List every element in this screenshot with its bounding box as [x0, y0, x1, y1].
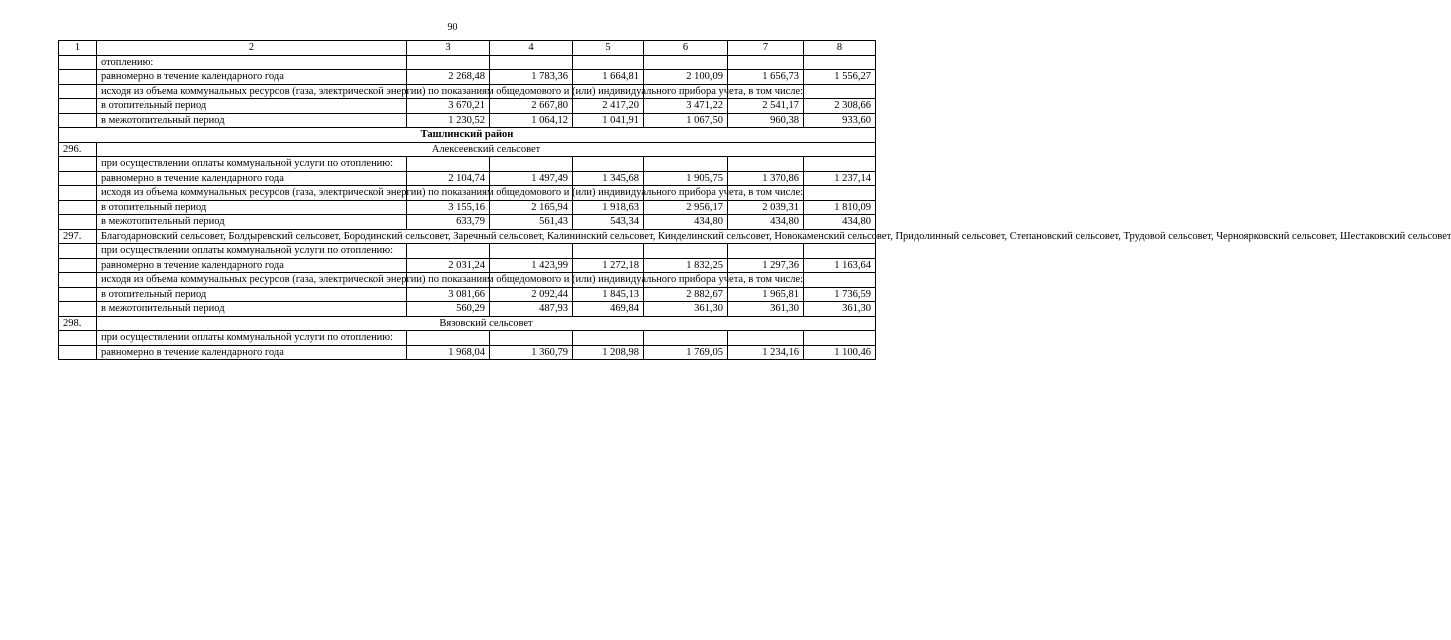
value-cell: 1 297,36 [728, 258, 804, 273]
value-cell: 434,80 [804, 215, 876, 230]
index-cell [59, 258, 97, 273]
index-cell [59, 99, 97, 114]
value-cell [644, 331, 728, 346]
value-cell [644, 55, 728, 70]
value-cell: 2 100,09 [644, 70, 728, 85]
value-cell: 543,34 [573, 215, 644, 230]
value-cell [804, 186, 876, 201]
value-cell [490, 331, 573, 346]
value-cell: 2 039,31 [728, 200, 804, 215]
description-cell: в межотопительный период [97, 302, 407, 317]
settlement-row [59, 316, 876, 331]
value-cell: 1 556,27 [804, 70, 876, 85]
value-cell [804, 84, 876, 99]
value-cell [728, 55, 804, 70]
description-cell: в отопительный период [97, 99, 407, 114]
description-cell: при осуществлении оплаты коммунальной услуги по отоплению: [97, 331, 407, 346]
value-cell: 1 360,79 [490, 345, 573, 360]
value-cell: 1 965,81 [728, 287, 804, 302]
value-cell: 1 064,12 [490, 113, 573, 128]
value-cell: 1 810,09 [804, 200, 876, 215]
value-cell: 1 067,50 [644, 113, 728, 128]
value-cell: 2 541,17 [728, 99, 804, 114]
value-cell: 1 918,63 [573, 200, 644, 215]
value-cell [407, 55, 490, 70]
column-number: 1 [59, 41, 97, 56]
value-cell: 1 905,75 [644, 171, 728, 186]
index-cell [59, 215, 97, 230]
value-cell: 2 165,94 [490, 200, 573, 215]
table-row [59, 186, 876, 201]
value-cell [804, 157, 876, 172]
value-cell: 487,93 [490, 302, 573, 317]
description-cell: равномерно в течение календарного года [97, 258, 407, 273]
value-cell: 361,30 [728, 302, 804, 317]
value-cell: 434,80 [644, 215, 728, 230]
value-cell [490, 157, 573, 172]
column-number-row [59, 41, 876, 56]
index-cell [59, 113, 97, 128]
index-cell [59, 70, 97, 85]
value-cell [573, 157, 644, 172]
value-cell: 469,84 [573, 302, 644, 317]
index-cell [59, 287, 97, 302]
value-cell [490, 55, 573, 70]
value-cell [804, 273, 876, 288]
value-cell: 2 882,67 [644, 287, 728, 302]
value-cell: 1 272,18 [573, 258, 644, 273]
value-cell [804, 244, 876, 259]
description-cell: при осуществлении оплаты коммунальной услуги по отоплению: [97, 157, 407, 172]
description-cell: в отопительный период [97, 200, 407, 215]
value-cell: 361,30 [644, 302, 728, 317]
value-cell [490, 244, 573, 259]
settlement-index: 298. [59, 316, 97, 331]
index-cell [59, 55, 97, 70]
value-cell [728, 331, 804, 346]
value-cell: 1 968,04 [407, 345, 490, 360]
value-cell: 1 736,59 [804, 287, 876, 302]
description-cell: при осуществлении оплаты коммунальной услуги по отоплению: [97, 244, 407, 259]
description-cell: равномерно в течение календарного года [97, 171, 407, 186]
table-row [59, 345, 876, 360]
index-cell [59, 345, 97, 360]
table-row [59, 302, 876, 317]
index-cell [59, 244, 97, 259]
table-row [59, 273, 876, 288]
value-cell: 1 664,81 [573, 70, 644, 85]
column-number: 8 [804, 41, 876, 56]
description-cell: равномерно в течение календарного года [97, 70, 407, 85]
value-cell [407, 157, 490, 172]
value-cell: 3 670,21 [407, 99, 490, 114]
value-cell [407, 331, 490, 346]
value-cell [644, 157, 728, 172]
value-cell: 1 100,46 [804, 345, 876, 360]
value-cell: 1 783,36 [490, 70, 573, 85]
column-number: 4 [490, 41, 573, 56]
value-cell: 1 423,99 [490, 258, 573, 273]
value-cell [573, 244, 644, 259]
tariff-table-body [59, 41, 1451, 360]
value-cell: 2 308,66 [804, 99, 876, 114]
value-cell [728, 244, 804, 259]
index-cell [59, 157, 97, 172]
description-cell: исходя из объема коммунальных ресурсов (газа, электрической энергии) по показаниям общедомового и (или) индивидуального прибора учета, в том числе: [97, 84, 407, 99]
index-cell [59, 331, 97, 346]
settlement-name: Вязовский сельсовет [97, 316, 876, 331]
index-cell [59, 273, 97, 288]
description-cell: отоплению: [97, 55, 407, 70]
index-cell [59, 186, 97, 201]
table-row [59, 258, 876, 273]
table-row [59, 99, 876, 114]
settlement-index: 297. [59, 229, 97, 244]
index-cell [59, 200, 97, 215]
settlement-name: Благодарновский сельсовет, Болдыревский сельсовет, Бородинский сельсовет, Заречный сельсовет, Калининский сельсовет, Кинделинский сельсовет, Новокаменский сельсовет, Придолинный сельсовет, Степановский сельсовет, Трудовой сельсовет, Черноярковский сельсовет, Шестаковский сельсовет [97, 229, 876, 244]
value-cell: 1 845,13 [573, 287, 644, 302]
value-cell: 633,79 [407, 215, 490, 230]
value-cell: 1 237,14 [804, 171, 876, 186]
table-row [59, 70, 876, 85]
value-cell [728, 157, 804, 172]
value-cell: 1 163,64 [804, 258, 876, 273]
table-row [59, 55, 876, 70]
description-cell: в межотопительный период [97, 215, 407, 230]
column-number: 7 [728, 41, 804, 56]
value-cell: 3 155,16 [407, 200, 490, 215]
value-cell: 2 956,17 [644, 200, 728, 215]
value-cell: 361,30 [804, 302, 876, 317]
value-cell: 933,60 [804, 113, 876, 128]
value-cell: 2 092,44 [490, 287, 573, 302]
value-cell [407, 244, 490, 259]
table-row [59, 215, 876, 230]
value-cell: 1 656,73 [728, 70, 804, 85]
value-cell: 2 268,48 [407, 70, 490, 85]
page-number: 90 [447, 22, 458, 33]
value-cell [573, 331, 644, 346]
index-cell [59, 302, 97, 317]
value-cell: 2 031,24 [407, 258, 490, 273]
value-cell: 1 497,49 [490, 171, 573, 186]
value-cell [804, 55, 876, 70]
value-cell: 561,43 [490, 215, 573, 230]
value-cell: 1 208,98 [573, 345, 644, 360]
value-cell: 1 230,52 [407, 113, 490, 128]
column-number: 6 [644, 41, 728, 56]
description-cell: исходя из объема коммунальных ресурсов (газа, электрической энергии) по показаниям общедомового и (или) индивидуального прибора учета, в том числе: [97, 273, 407, 288]
table-row [59, 200, 876, 215]
settlement-row [59, 142, 876, 157]
value-cell: 2 104,74 [407, 171, 490, 186]
value-cell: 1 345,68 [573, 171, 644, 186]
index-cell [59, 84, 97, 99]
settlement-index: 296. [59, 142, 97, 157]
value-cell: 1 234,16 [728, 345, 804, 360]
region-title: Ташлинский район [59, 128, 876, 143]
column-number: 3 [407, 41, 490, 56]
value-cell: 1 769,05 [644, 345, 728, 360]
value-cell: 3 471,22 [644, 99, 728, 114]
description-cell: в отопительный период [97, 287, 407, 302]
table-row [59, 287, 876, 302]
table-row [59, 84, 876, 99]
value-cell [804, 331, 876, 346]
description-cell: равномерно в течение календарного года [97, 345, 407, 360]
value-cell: 1 832,25 [644, 258, 728, 273]
value-cell: 1 370,86 [728, 171, 804, 186]
column-number: 5 [573, 41, 644, 56]
value-cell [573, 55, 644, 70]
index-cell [59, 171, 97, 186]
description-cell: в межотопительный период [97, 113, 407, 128]
value-cell: 434,80 [728, 215, 804, 230]
value-cell: 560,29 [407, 302, 490, 317]
table-row [59, 171, 876, 186]
table-row [59, 244, 876, 259]
column-number: 2 [97, 41, 407, 56]
settlement-name: Алексеевский сельсовет [97, 142, 876, 157]
table-row [59, 157, 876, 172]
description-cell: исходя из объема коммунальных ресурсов (газа, электрической энергии) по показаниям общедомового и (или) индивидуального прибора учета, в том числе: [97, 186, 407, 201]
table-row [59, 331, 876, 346]
value-cell: 3 081,66 [407, 287, 490, 302]
region-row [59, 128, 876, 143]
value-cell: 1 041,91 [573, 113, 644, 128]
value-cell: 2 667,80 [490, 99, 573, 114]
table-row [59, 113, 876, 128]
value-cell: 2 417,20 [573, 99, 644, 114]
value-cell: 960,38 [728, 113, 804, 128]
settlement-row [59, 229, 876, 244]
value-cell [644, 244, 728, 259]
tariff-table [58, 40, 1451, 360]
